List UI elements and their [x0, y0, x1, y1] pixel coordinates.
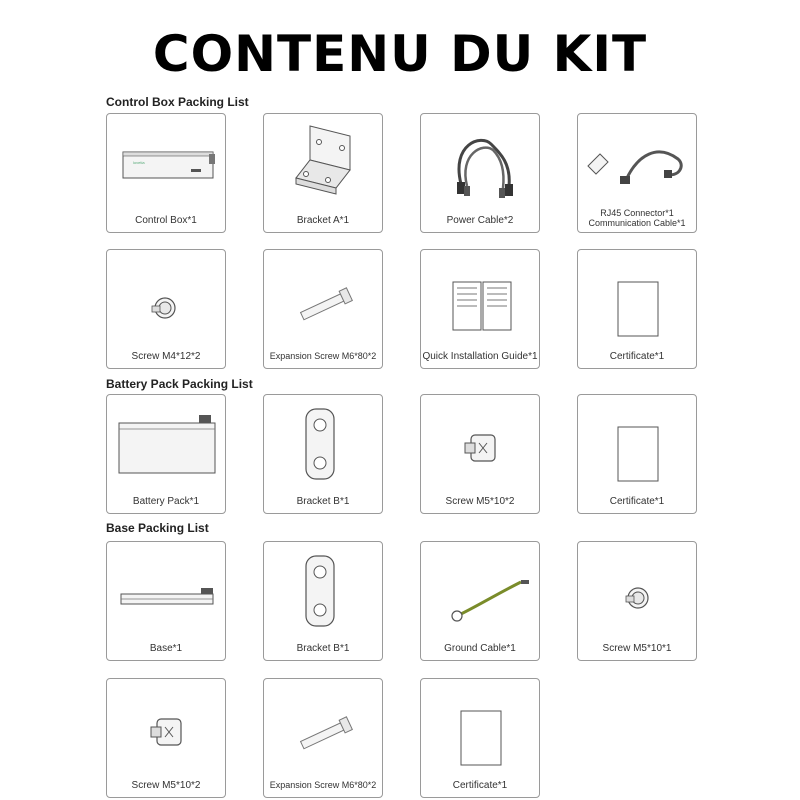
battery-pack-illustration — [107, 395, 227, 495]
item-label: Control Box*1 — [135, 215, 197, 226]
item-label: Bracket B*1 — [296, 643, 350, 654]
item-label: Power Cable*2 — [446, 215, 514, 226]
ground-cable-illustration — [421, 542, 541, 642]
page-title: CONTENU DU KIT — [152, 25, 648, 83]
item-card-screw-m4 — [106, 249, 226, 369]
item-card-battery-pack — [106, 394, 226, 514]
section-title-base: Base Packing List — [106, 521, 209, 535]
item-label: Quick Installation Guide*1 — [422, 351, 538, 362]
item-label: Expansion Screw M6*80*2 — [269, 780, 377, 790]
item-label: Expansion Screw M6*80*2 — [269, 351, 377, 361]
item-label: Screw M4*12*2 — [131, 351, 201, 362]
svg-text:lovetia: lovetia — [133, 160, 145, 165]
item-card-control-box — [106, 113, 226, 233]
item-card-bracket-a — [263, 113, 383, 233]
communication-cable-label: Communication Cable*1 — [588, 218, 686, 228]
item-card-certificate-2 — [577, 394, 697, 514]
item-label: Certificate*1 — [452, 780, 508, 791]
item-label: Certificate*1 — [609, 351, 665, 362]
power-cable-illustration — [421, 114, 541, 214]
item-label — [578, 208, 696, 228]
item-card-bracket-b-2 — [263, 541, 383, 661]
item-label: Bracket A*1 — [296, 215, 350, 226]
control-box-illustration — [107, 114, 227, 214]
bracket-b-illustration — [264, 395, 384, 495]
item-label: Battery Pack*1 — [132, 496, 200, 507]
item-card-expansion-screw-2 — [263, 678, 383, 798]
item-label: Base*1 — [149, 643, 183, 654]
item-card-ground-cable — [420, 541, 540, 661]
item-card-certificate-3 — [420, 678, 540, 798]
item-card-bracket-b-1 — [263, 394, 383, 514]
screw-icon — [421, 395, 541, 495]
item-card-quick-guide — [420, 249, 540, 369]
guide-icon — [421, 250, 541, 350]
screw-icon — [107, 679, 227, 779]
section-title-control-box: Control Box Packing List — [106, 95, 249, 109]
bracket-a-illustration — [264, 114, 384, 214]
item-label: Screw M5*10*2 — [131, 780, 201, 791]
item-card-base — [106, 541, 226, 661]
expansion-screw-icon — [264, 679, 384, 779]
rj45-label: RJ45 Connector*1 — [600, 208, 674, 218]
certificate-icon — [578, 250, 698, 350]
screw-icon — [578, 542, 698, 642]
item-card-screw-m5-base-2 — [106, 678, 226, 798]
item-card-rj45-communication — [577, 113, 697, 233]
item-label: Certificate*1 — [609, 496, 665, 507]
item-label: Bracket B*1 — [296, 496, 350, 507]
expansion-screw-icon — [264, 250, 384, 350]
item-card-screw-m5-base-1 — [577, 541, 697, 661]
item-card-power-cable — [420, 113, 540, 233]
section-title-battery-pack: Battery Pack Packing List — [106, 377, 253, 391]
item-label: Screw M5*10*1 — [602, 643, 672, 654]
item-label: Ground Cable*1 — [444, 643, 516, 654]
item-card-certificate-1 — [577, 249, 697, 369]
certificate-icon — [578, 395, 698, 495]
item-card-screw-m5-battery — [420, 394, 540, 514]
rj45-cable-illustration — [578, 114, 698, 214]
item-label: Screw M5*10*2 — [445, 496, 515, 507]
screw-icon — [107, 250, 227, 350]
base-illustration — [107, 542, 227, 642]
certificate-icon — [421, 679, 541, 779]
bracket-b-illustration — [264, 542, 384, 642]
item-card-expansion-screw-1 — [263, 249, 383, 369]
